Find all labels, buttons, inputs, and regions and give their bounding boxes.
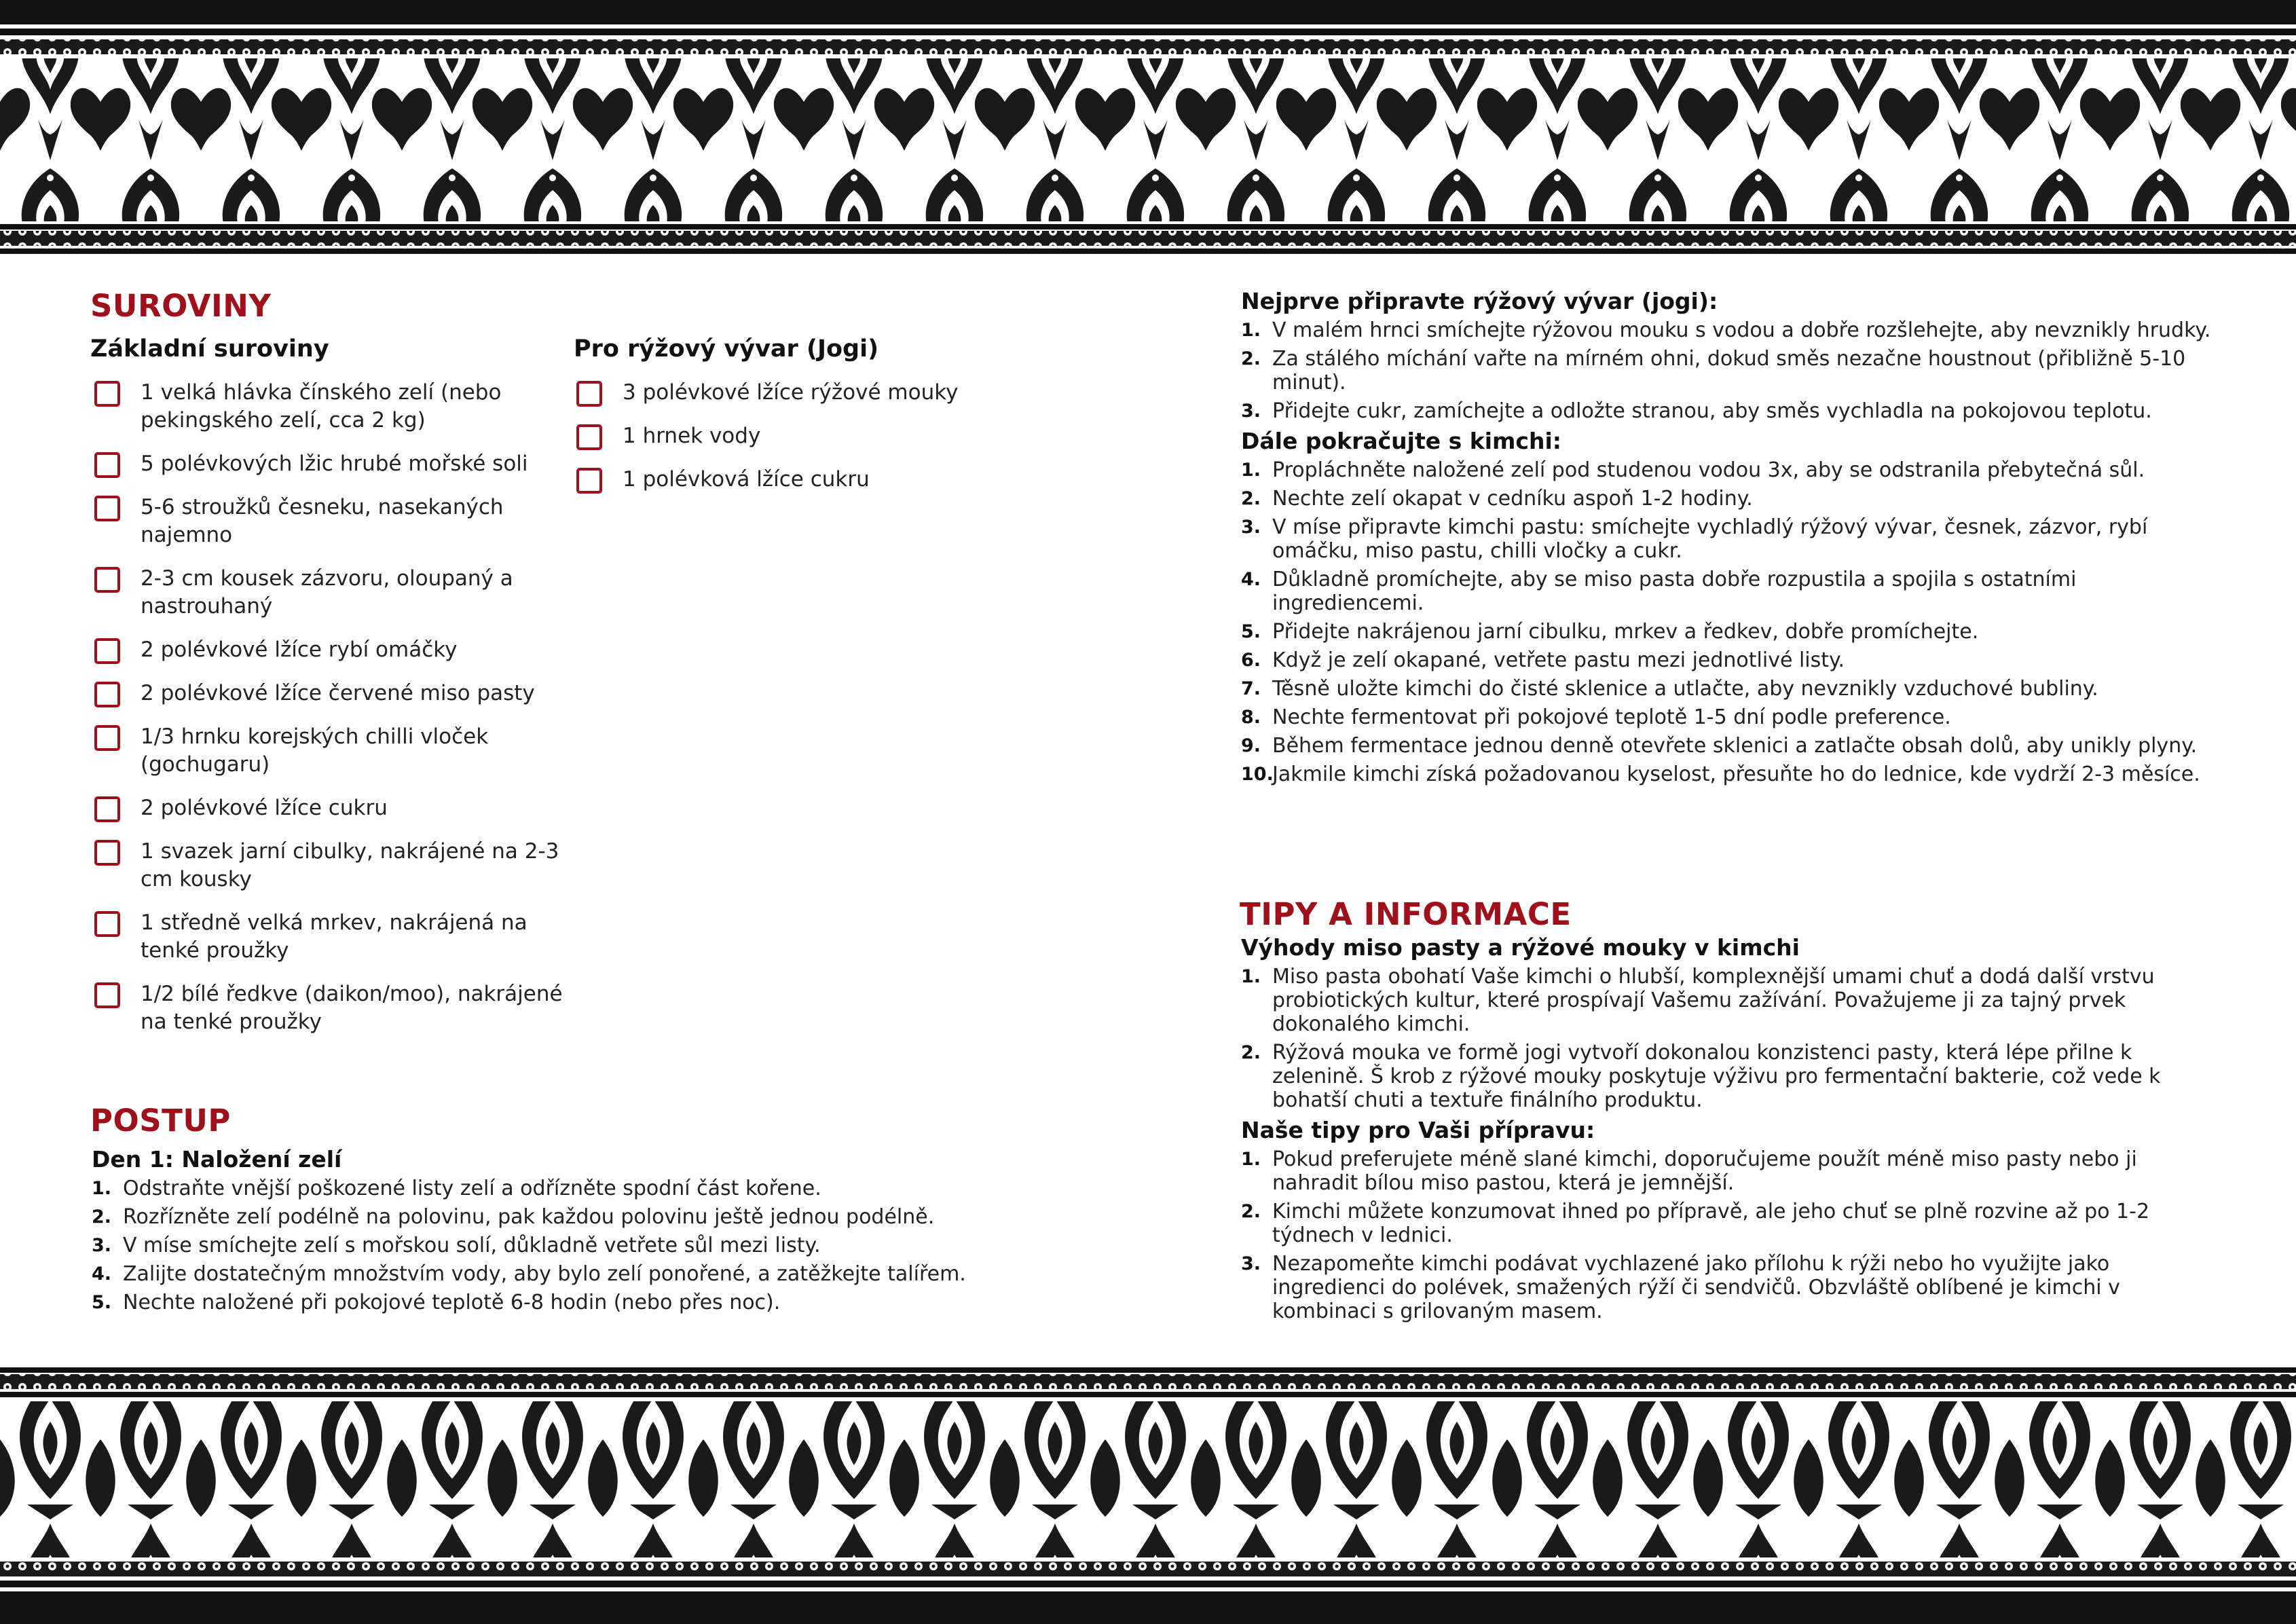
basic-ingredients-list — [93, 379, 568, 1052]
list-item: 1. Propláchněte naložené zelí pod studenou vodou 3x, aby se odstranila přebytečná sůl. — [1241, 458, 2145, 482]
list-item: 9. Během fermentace jednou denně otevřete sklenici a zatlačte obsah dolů, aby unikly plyny. — [1241, 734, 2198, 758]
checkbox[interactable] — [94, 982, 120, 1008]
ingredient-item: 2 polévkové lžíce rybí omáčky — [93, 636, 568, 664]
list-item: 2. Rýžová mouka ve formě jogi vytvoří dokonalou konzistenci pasty, která lépe přilne k zelenině. Š krob z rýžové mouky poskytuje výživu pro fermentační bakterie, což vede k bohatší chuti a textuře finálního produktu. — [1241, 1041, 2161, 1112]
list-item: 2. Za stálého míchání vařte na mírném ohni, dokud směs nezačne houstnout (přibližně 5-10 minut). — [1241, 347, 2186, 394]
our-tips-heading: Naše tipy pro Vaši přípravu: — [1241, 1117, 1595, 1143]
jogi-prep-heading: Nejprve připravte rýžový vývar (jogi): — [1241, 288, 1718, 314]
checkbox[interactable] — [94, 682, 120, 707]
ingredient-item: 1/3 hrnku korejských chilli vloček (gochugaru) — [93, 723, 568, 779]
list-item: 2. Nechte zelí okapat v cedníku aspoň 1-2 hodiny. — [1241, 487, 1753, 511]
ingredient-item: 1 středně velká mrkev, nakrájená na tenké proužky — [93, 909, 568, 965]
checkbox[interactable] — [94, 725, 120, 751]
day1-block — [92, 1146, 1178, 1319]
checkbox[interactable] — [94, 567, 120, 593]
list-item: 1. Miso pasta obohatí Vaše kimchi o hlubší, komplexnější umami chuť a dodá další vrstvu probiotických kultur, které prospívají Vašemu zažívání. Považujeme ji za tajný prvek dokonalého kimchi. — [1241, 965, 2155, 1036]
list-item: 4. Zalijte dostatečným množstvím vody, aby bylo zelí ponořené, a zatěžkejte talířem. — [92, 1262, 966, 1286]
jogi-prep-block — [1241, 288, 2212, 791]
benefits-heading: Výhody miso pasty a rýžové mouky v kimchi — [1241, 934, 1800, 961]
basic-ingredients-heading: Základní suroviny — [90, 335, 329, 363]
jogi-prep-steps — [1241, 318, 2212, 423]
ingredient-item: 1 velká hlávka čínského zelí (nebo pekingského zelí, cca 2 kg) — [93, 379, 568, 435]
list-item: 5. Přidejte nakrájenou jarní cibulku, mrkev a ředkev, dobře promíchejte. — [1241, 620, 1979, 644]
list-item: 3. Přidejte cukr, zamíchejte a odložte stranou, aby směs vychladla na pokojovou teplotu. — [1241, 399, 2152, 423]
procedure-title: POSTUP — [90, 1103, 231, 1139]
benefits-list — [1241, 965, 2212, 1112]
list-item: 5. Nechte naložené při pokojové teplotě 6-8 hodin (nebo přes noc). — [92, 1291, 781, 1314]
checkbox[interactable] — [576, 468, 602, 494]
list-item: 2. Kimchi můžete konzumovat ihned po přípravě, ale jeho chuť se plně rozvine až po 1-2 týdnech v lednici. — [1241, 1200, 2150, 1247]
ornamental-border-top — [0, 0, 2296, 257]
ingredient-item: 2 polévkové lžíce červené miso pasty — [93, 680, 568, 707]
day1-steps — [92, 1177, 1178, 1314]
list-item: 4. Důkladně promíchejte, aby se miso pasta dobře rozpustila a spojila s ostatními ingrediencemi. — [1241, 568, 2077, 615]
ingredient-item: 2 polévkové lžíce cukru — [93, 794, 568, 822]
recipe-content — [0, 257, 2296, 1365]
list-item: 6. Když je zelí okapané, vetřete pastu mezi jednotlivé listy. — [1241, 648, 1845, 672]
ingredient-item: 2-3 cm kousek zázvoru, oloupaný a nastrouhaný — [93, 565, 568, 621]
list-item: 8. Nechte fermentovat při pokojové teplotě 1-5 dní podle preference. — [1241, 705, 1951, 729]
list-item: 3. Nezapomeňte kimchi podávat vychlazené jako přílohu k rýži nebo ho využijte jako ingredienci do polévek, smažených rýží či sendvičů. Obzvláště oblíbené je kimchi v kombinaci s grilovaným masem. — [1241, 1252, 2120, 1323]
ingredient-item: 5 polévkových lžic hrubé mořské soli — [93, 450, 568, 478]
checkbox[interactable] — [94, 452, 120, 478]
checkbox[interactable] — [94, 911, 120, 937]
list-item: 2. Rozřízněte zelí podélně na polovinu, pak každou polovinu ještě jednou podélně. — [92, 1205, 935, 1229]
jogi-ingredients-heading: Pro rýžový vývar (Jogi) — [574, 335, 879, 363]
day1-heading: Den 1: Naložení zelí — [92, 1146, 342, 1173]
ingredient-item: 5-6 stroužků česneku, nasekaných najemno — [93, 494, 568, 549]
checkbox[interactable] — [576, 381, 602, 407]
our-tips-list — [1241, 1147, 2212, 1323]
list-item: 3. V míse připravte kimchi pastu: smíchejte vychladlý rýžový vývar, česnek, zázvor, rybí omáčku, miso pastu, chilli vločky a cukr. — [1241, 515, 2148, 563]
list-item: 1. Odstraňte vnější poškozené listy zelí a odřízněte spodní část kořene. — [92, 1177, 821, 1200]
tips-block — [1241, 934, 2212, 1328]
list-item: 1. Pokud preferujete méně slané kimchi, doporučujeme použít méně miso pasty nebo ji nahradit bílou miso pastou, která je jemnější. — [1241, 1147, 2137, 1195]
list-item: 10. Jakmile kimchi získá požadovanou kyselost, přesuňte ho do lednice, kde vydrží 2-3 měsíce. — [1241, 762, 2200, 786]
ornamental-border-bottom — [0, 1365, 2296, 1624]
ingredients-title: SUROVINY — [90, 288, 272, 324]
checkbox[interactable] — [94, 638, 120, 664]
ingredient-item: 1 hrnek vody — [575, 422, 1050, 450]
tips-title: TIPY A INFORMACE — [1240, 896, 1572, 932]
list-item: 7. Těsně uložte kimchi do čisté sklenice a utlačte, aby nevznikly vzduchové bubliny. — [1241, 677, 2098, 701]
kimchi-heading: Dále pokračujte s kimchi: — [1241, 428, 1561, 454]
checkbox[interactable] — [94, 840, 120, 866]
jogi-ingredients-list — [575, 379, 1050, 509]
list-item: 3. V míse smíchejte zelí s mořskou solí, důkladně vetřete sůl mezi listy. — [92, 1234, 821, 1257]
checkbox[interactable] — [94, 496, 120, 521]
ingredient-item: 1/2 bílé ředkve (daikon/moo), nakrájené na tenké proužky — [93, 980, 568, 1036]
ingredient-item: 1 svazek jarní cibulky, nakrájené na 2-3 cm kousky — [93, 838, 568, 893]
checkbox[interactable] — [94, 381, 120, 407]
ingredient-item: 1 polévková lžíce cukru — [575, 466, 1050, 494]
checkbox[interactable] — [94, 796, 120, 822]
kimchi-steps — [1241, 458, 2212, 786]
list-item: 1. V malém hrnci smíchejte rýžovou mouku s vodou a dobře rozšlehejte, aby nevznikly hrudky. — [1241, 318, 2211, 342]
ingredient-item: 3 polévkové lžíce rýžové mouky — [575, 379, 1050, 407]
checkbox[interactable] — [576, 424, 602, 450]
